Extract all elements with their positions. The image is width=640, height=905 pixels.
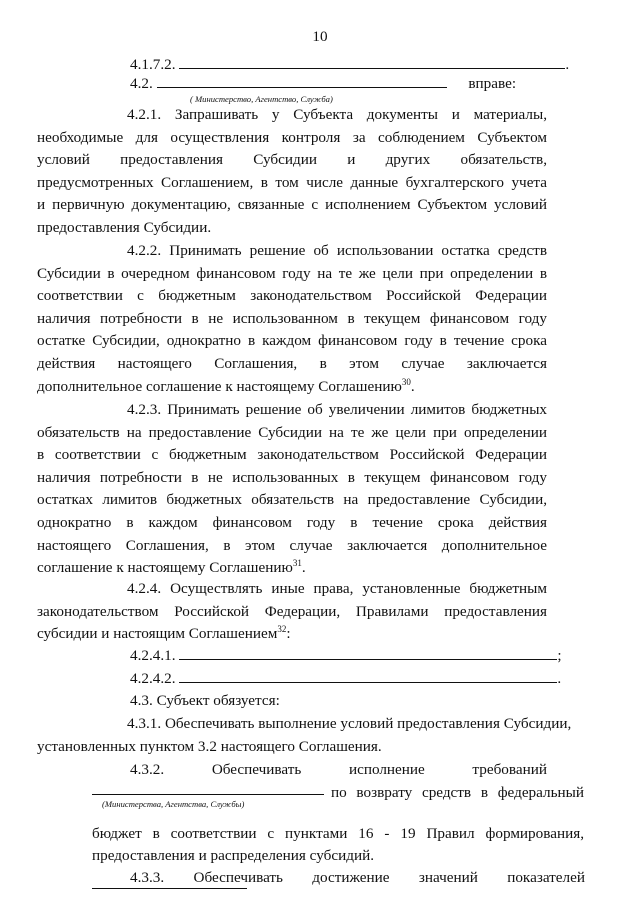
text-line: настоящего Соглашения, в этом случае заключается дополнительное — [37, 536, 547, 554]
text-line: наличия потребности в не использованных в текущем финансовом году — [37, 468, 547, 486]
text-line — [37, 623, 547, 646]
text-line — [37, 376, 547, 399]
text-line: бюджет в соответствии с пунктами 16 - 19 Правил формирования, — [92, 825, 584, 842]
paragraph-4-3-2-last: предоставления и распределения субсидий. — [92, 847, 374, 864]
paragraph-4-3-1 — [37, 713, 572, 758]
item-4-2-4-1 — [130, 645, 562, 666]
paragraph-4-3-2-line-2: по возврату средств в федеральный — [331, 784, 584, 801]
line-end: : — [286, 625, 291, 643]
paragraph-4-2-3 — [37, 399, 547, 580]
footnote-ref-32[interactable]: 32 — [277, 624, 287, 635]
item-number: 4.2. — [130, 75, 153, 92]
text-line: остатке Субсидии, однократно в каждом финансовом году в течение срока — [37, 332, 547, 350]
item-4-1-7-2 — [130, 54, 569, 75]
text-line: остатках лимитов бюджетных обязательств на предоставление Субсидии, — [37, 491, 547, 509]
item-4-2-4-2 — [130, 668, 561, 689]
item-4-2 — [130, 73, 516, 94]
item-end: . — [557, 670, 562, 687]
text-line — [37, 557, 547, 580]
text-line: Субсидии в очередном финансовом году на те же цели при определении в — [37, 264, 547, 282]
ministry-hint: ( Министерство, Агентство, Служба) — [190, 94, 333, 104]
line-text: субсидии и настоящим Соглашением — [37, 625, 278, 643]
text-line: в соответствии с бюджетным законодательством Российской Федерации — [37, 446, 547, 464]
page-number: 10 — [312, 28, 328, 45]
paragraph-4-2-2 — [37, 240, 547, 398]
paragraph-4-3-2-rest — [92, 823, 584, 846]
text-line: предоставления Субсидии. — [37, 218, 212, 236]
blank-line — [157, 73, 447, 88]
text-line: установленных пунктом 3.2 настоящего Соглашения. — [37, 737, 382, 755]
text-line: необходимые для осуществления контроля за соблюдением Субъектом — [37, 128, 547, 146]
text-line: 4.3.1. Обеспечивать выполнение условий предоставления Субсидии, — [127, 715, 572, 732]
text-line: и первичную документацию, связанные с исполнением Субъектом условий — [37, 196, 547, 214]
text-line: соответствии с бюджетным законодательством Российской Федерации — [37, 287, 547, 305]
text-line: 4.2.1. Запрашивать у Субъекта документы и материалы, — [127, 106, 547, 123]
text-line: действия настоящего Соглашения, в этом случае заключается — [37, 354, 547, 372]
blank-line — [179, 54, 565, 69]
item-number: 4.2.4.2. — [130, 670, 176, 687]
text-line: предусмотренных Соглашением, в том числе данные бухгалтерского учета — [37, 173, 547, 191]
item-end: вправе: — [468, 75, 517, 92]
text-line: однократно в каждом финансовом году в течение срока действия — [37, 513, 547, 531]
agency-blank — [92, 794, 324, 795]
paragraph-4-2-1 — [37, 104, 547, 240]
agency-hint: (Министерства, Агентства, Службы) — [102, 799, 245, 809]
text-line: обязательств на предоставление Субсидии на те же цели при определении — [37, 423, 547, 441]
blank-line — [179, 668, 557, 683]
footnote-ref-30[interactable]: 30 — [401, 376, 411, 387]
item-number: 4.2.4.1. — [130, 647, 176, 664]
footnote-separator — [92, 888, 247, 889]
line-text: дополнительное соглашение к настоящему Соглашению — [37, 377, 402, 395]
paragraph-4-3-2-line-1: 4.3.2. Обеспечивать исполнение требований — [130, 761, 547, 778]
item-end: . — [565, 56, 570, 73]
text-line: 4.2.2. Принимать решение об использовании остатка средств — [127, 242, 547, 259]
item-number: 4.1.7.2. — [130, 56, 176, 73]
line-end: . — [410, 377, 415, 395]
item-end: ; — [557, 647, 562, 664]
text-line: условий предоставления Субсидии и других обязательств, — [37, 151, 547, 169]
paragraph-4-3-3: 4.3.3. Обеспечивать достижение значений показателей — [130, 869, 585, 886]
text-line: законодательством Российской Федерации, Правилами предоставления — [37, 602, 547, 620]
text-line: 4.2.4. Осуществлять иные права, установленные бюджетным — [127, 580, 547, 597]
item-4-3: 4.3. Субъект обязуется: — [130, 692, 280, 709]
line-end: . — [301, 559, 306, 577]
text-line: 4.2.3. Принимать решение об увеличении лимитов бюджетных — [127, 401, 547, 418]
paragraph-4-2-4 — [37, 578, 547, 646]
text-line: наличия потребности в не использованном в текущем финансовом году — [37, 309, 547, 327]
line-text: соглашение к настоящему Соглашению — [37, 559, 293, 577]
blank-line — [179, 645, 557, 660]
footnote-ref-31[interactable]: 31 — [292, 558, 302, 569]
